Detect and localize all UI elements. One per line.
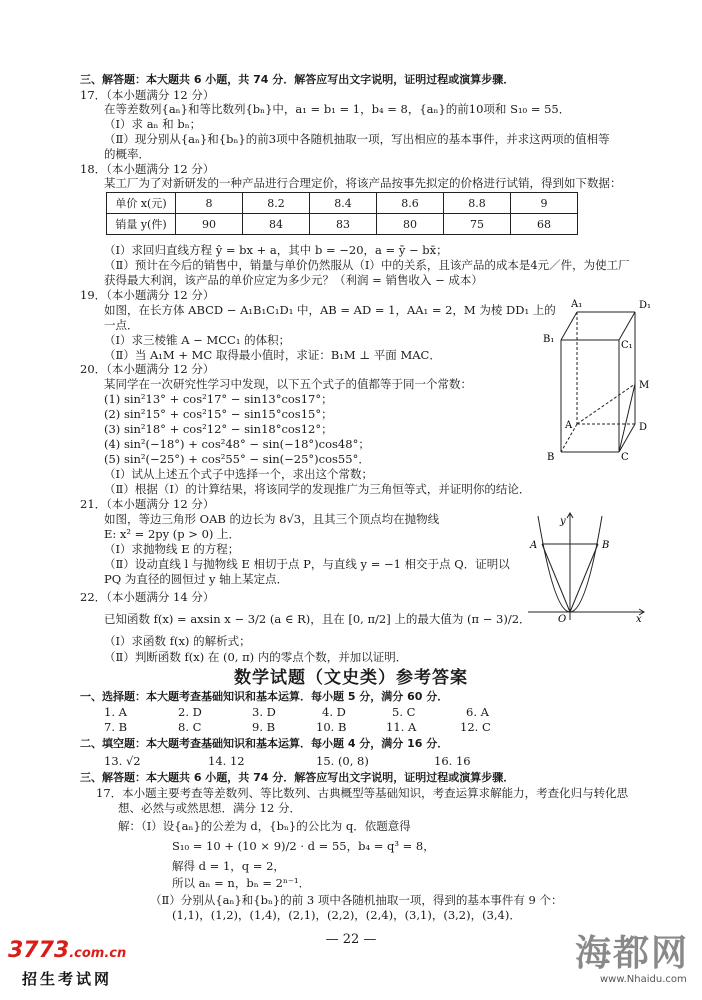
q21-line1: 如图，等边三角形 OAB 的边长为 8√3，且其三个顶点均在抛物线 xyxy=(104,512,440,526)
ans2-header: 二、填空题：本大题考查基础知识和基本运算．每小题 4 分，满分 16 分． xyxy=(80,737,449,750)
q20-number: 20．（本小题满分 12 分） xyxy=(80,362,215,376)
ans3-header: 三、解答题：本大题共 6 小题，共 74 分．解答应写出文字说明，证明过程或演算步骤． xyxy=(80,771,515,784)
section3-header: 三、解答题：本大题共 6 小题，共 74 分．解答应写出文字说明，证明过程或演算步骤． xyxy=(80,73,515,86)
table-cell: 80 xyxy=(377,214,444,235)
label-D: D xyxy=(639,422,648,433)
table-cell: 8 xyxy=(176,193,243,214)
q21-line2: E: x² = 2py (p > 0) 上． xyxy=(104,527,241,541)
q19-line3: （Ⅰ）求三棱锥 A − MCC₁ 的体积； xyxy=(104,333,291,347)
site-logo-3773 xyxy=(8,938,126,963)
ans3-line2: 想、必然与或然思想．满分 12 分． xyxy=(118,801,301,815)
q22-line3: （Ⅱ）判断函数 f(x) 在 (0, π) 内的零点个数，并加以证明． xyxy=(104,650,408,664)
table-cell: 销量 y(件) xyxy=(107,214,176,235)
ans3-line3: 解：（Ⅰ）设{aₙ}的公差为 d，{bₙ}的公比为 q．依题意得 xyxy=(118,819,411,833)
label-B: B xyxy=(547,452,555,463)
q20-expr2: (2) sin²15° + cos²15° − sin15°cos15°； xyxy=(104,407,333,421)
logo-suffix: .com.cn xyxy=(69,946,127,961)
q17-line3: （Ⅱ）现分别从{aₙ}和{bₙ}的前3项中各随机抽取一项，写出相应的基本事件，并求这两项的值相等 xyxy=(104,132,610,146)
q19-number: 19．（本小题满分 12 分） xyxy=(80,288,215,302)
ans2-item: 15. (0, 8) xyxy=(316,754,369,768)
ans1-item: 3. D xyxy=(252,705,276,719)
page-number: — 22 — xyxy=(325,932,377,947)
table-cell: 83 xyxy=(310,214,377,235)
label-y: y xyxy=(560,516,566,527)
ans1-item: 6. A xyxy=(466,705,489,719)
ans1-item: 11. A xyxy=(386,720,417,734)
table-cell: 75 xyxy=(444,214,511,235)
ans3-line6: 所以 aₙ = n，bₙ = 2ⁿ⁻¹． xyxy=(172,876,311,890)
q21-line3: （Ⅰ）求抛物线 E 的方程； xyxy=(104,542,240,556)
q17-number: 17．（本小题满分 12 分） xyxy=(80,88,215,102)
price-sales-table xyxy=(106,192,578,235)
ans1-item: 10. B xyxy=(316,720,347,734)
q17-line1: 在等差数列{aₙ}和等比数列{bₙ}中，a₁ = b₁ = 1，b₄ = 8，{aₙ}的前10项和 S₁₀ = 55． xyxy=(104,102,571,116)
label-A: A xyxy=(565,420,573,431)
label-A1: A₁ xyxy=(571,299,583,310)
label-M: M xyxy=(639,380,650,391)
table-cell: 单价 x(元) xyxy=(107,193,176,214)
ans1-item: 1. A xyxy=(104,705,127,719)
q22-line2: （Ⅰ）求函数 f(x) 的解析式； xyxy=(104,634,251,648)
q20-expr5: (5) sin²(−25°) + cos²55° − sin(−25°)cos55°． xyxy=(104,452,370,466)
q19-line1: 如图，在长方体 ABCD − A₁B₁C₁D₁ 中，AB = AD = 1，AA₁ = 2，M 为棱 DD₁ 上的 xyxy=(104,303,556,317)
q20-expr1: (1) sin²13° + cos²17° − sin13°cos17°； xyxy=(104,392,333,406)
label-D1: D₁ xyxy=(639,300,652,311)
ans3-line4: S₁₀ = 10 + (10 × 9)/2 · d = 55，b₄ = q³ = 8， xyxy=(172,839,435,853)
table-row xyxy=(107,193,578,214)
label-C: C xyxy=(621,452,629,463)
q20-line3: （Ⅱ）根据（Ⅰ）的计算结果，将该同学的发现推广为三角恒等式，并证明你的结论． xyxy=(104,482,531,496)
q17-line2: （Ⅰ）求 aₙ 和 bₙ； xyxy=(104,117,202,131)
q18-line2: （Ⅰ）求回归直线方程 ŷ = bx + a，其中 b = −20，a = ȳ − bx̄； xyxy=(104,243,448,257)
q22-number: 22．（本小题满分 14 分） xyxy=(80,590,215,604)
parabola-figure xyxy=(520,508,650,626)
q20-expr4: (4) sin²(−18°) + cos²48° − sin(−18°)cos48°； xyxy=(104,437,370,451)
ans1-header: 一、选择题：本大题考查基础知识和基本运算．每小题 5 分，满分 60 分． xyxy=(80,690,449,703)
q17-line4: 的概率． xyxy=(104,147,150,161)
answer-title: 数学试题（文史类）参考答案 xyxy=(234,668,468,688)
ans1-item: 7. B xyxy=(104,720,128,734)
cuboid-figure xyxy=(535,296,665,464)
table-cell: 8.8 xyxy=(444,193,511,214)
q21-number: 21．（本小题满分 12 分） xyxy=(80,497,215,511)
ans2-item: 16. 16 xyxy=(434,754,471,768)
logo-main: 3773 xyxy=(8,938,70,963)
label-B1: B₁ xyxy=(543,334,555,345)
q21-line4: （Ⅱ）设动直线 l 与抛物线 E 相切于点 P，与直线 y = −1 相交于点 Q．证明以 xyxy=(104,557,510,571)
q18-number: 18．（本小题满分 12 分） xyxy=(80,162,215,176)
table-cell: 8.6 xyxy=(377,193,444,214)
table-cell: 8.2 xyxy=(243,193,310,214)
watermark-url: www.Nhaidu.com xyxy=(600,974,687,985)
table-row xyxy=(107,214,578,235)
table-cell: 84 xyxy=(243,214,310,235)
q18-line4: 获得最大利润，该产品的单价应定为多少元？（利润 = 销售收入 − 成本） xyxy=(104,273,483,287)
ans2-item: 13. √2 xyxy=(104,754,141,768)
label-C1: C₁ xyxy=(621,340,633,351)
ans3-line7: （Ⅱ）分别从{aₙ}和{bₙ}的前 3 项中各随机抽取一项，得到的基本事件有 9 个： xyxy=(150,893,563,907)
table-cell: 8.4 xyxy=(310,193,377,214)
label-A: A xyxy=(530,540,538,551)
ans3-line5: 解得 d = 1，q = 2， xyxy=(172,859,285,873)
site-logo-subtitle: 招生考试网 xyxy=(22,970,113,988)
label-B: B xyxy=(602,540,610,551)
q21-line5: PQ 为直径的圆恒过 y 轴上某定点． xyxy=(104,572,289,586)
table-cell: 90 xyxy=(176,214,243,235)
label-O: O xyxy=(558,614,567,625)
ans3-line8: (1,1)，(1,2)，(1,4)，(2,1)，(2,2)，(2,4)，(3,1)，(3,2)，(3,4)． xyxy=(172,908,521,922)
table-cell: 9 xyxy=(511,193,578,214)
q18-line3: （Ⅱ）预计在今后的销售中，销量与单价仍然服从（Ⅰ）中的关系，且该产品的成本是4元／件，为使工厂 xyxy=(104,258,630,272)
q20-line2: （Ⅰ）试从上述五个式子中选择一个，求出这个常数； xyxy=(104,467,374,481)
ans1-item: 5. C xyxy=(392,705,416,719)
ans1-item: 9. B xyxy=(252,720,276,734)
watermark-logo: 海都网 xyxy=(575,932,690,974)
ans1-item: 4. D xyxy=(322,705,346,719)
ans3-line1: 17．本小题主要考查等差数列、等比数列、古典概型等基础知识，考查运算求解能力，考查化归与转化思 xyxy=(96,786,629,800)
ans1-item: 12. C xyxy=(460,720,491,734)
q22-line1: 已知函数 f(x) = axsin x − 3/2 (a ∈ R)，且在 [0, π/2] 上的最大值为 (π − 3)/2． xyxy=(104,612,531,626)
q20-line1: 某同学在一次研究性学习中发现，以下五个式子的值都等于同一个常数： xyxy=(104,377,472,391)
q20-expr3: (3) sin²18° + cos²12° − sin18°cos12°； xyxy=(104,422,333,436)
q18-line1: 某工厂为了对新研发的一种产品进行合理定价，将该产品按事先拟定的价格进行试销，得到如下数据： xyxy=(104,176,622,190)
label-x: x xyxy=(636,614,642,625)
table-cell: 68 xyxy=(511,214,578,235)
q19-line2: 一点． xyxy=(104,318,139,332)
ans2-item: 14. 12 xyxy=(208,754,245,768)
ans1-item: 2. D xyxy=(178,705,202,719)
ans1-item: 8. C xyxy=(178,720,202,734)
q19-line4: （Ⅱ）当 A₁M + MC 取得最小值时，求证：B₁M ⊥ 平面 MAC． xyxy=(104,348,441,362)
